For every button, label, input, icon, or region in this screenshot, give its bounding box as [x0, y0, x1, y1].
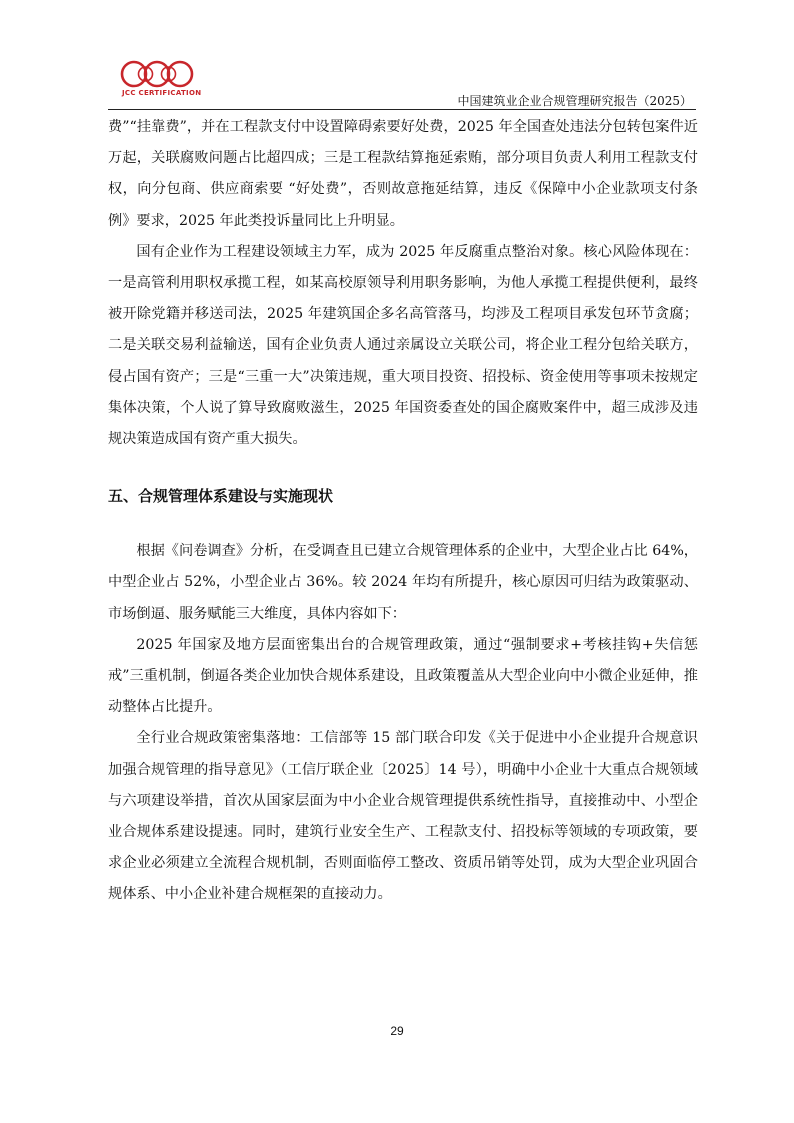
page-number: 29 [390, 1024, 404, 1038]
logo-caption: JCC CERTIFICATION [122, 89, 202, 97]
paragraph-continued: 费”“挂靠费”，并在工程款支付中设置障碍索要好处费，2025 年全国查处违法分包转包案件近万起，关联腐败问题占比超四成；三是工程款结算拖延索贿，部分项目负责人利用工程款支付权，向分包商、供应商索要 “好处费”，否则故意拖延结算，违反《保障中小企业款项支付条例》要求，2025 年此类投诉量同比上升明显。 [108, 119, 698, 229]
section-heading: 五、合规管理体系建设与实施现状 [108, 487, 334, 506]
jcc-logo-icon [120, 58, 194, 104]
page-header-title: 中国建筑业企业合规管理研究报告（2025） [457, 94, 692, 108]
document-body [108, 112, 698, 911]
paragraph: 全行业合规政策密集落地：工信部等 15 部门联合印发《关于促进中小企业提升合规意识加强合规管理的指导意见》（工信厅联企业〔2025〕14 号），明确中小企业十大重点合规领域与六项建设举措，首次从国家层面为中小企业合规管理提供系统性指导，直接推动中、小型企业合规体系建设提速。同时，建筑行业安全生产、工程款支付、招投标等领域的专项政策，要求企业必须建立全流程合规机制，否则面临停工整改、资质吊销等处罚，成为大型企业巩固合规体系、中小企业补建合规框架的直接动力。 [108, 730, 698, 903]
paragraph: 国有企业作为工程建设领域主力军，成为 2025 年反腐重点整治对象。核心风险体现在：一是高管利用职权承揽工程，如某高校原领导利用职务影响，为他人承揽工程提供便利，最终被开除党籍并移送司法，2025 年建筑国企多名高管落马，均涉及工程项目承发包环节贪腐；二是关联交易利益输送，国有企业负责人通过亲属设立关联公司，将企业工程分包给关联方，侵占国有资产；三是“三重一大”决策违规，重大项目投资、招投标、资金使用等事项未按规定集体决策，个人说了算导致腐败滋生，2025 年国资委查处的国企腐败案件中，超三成涉及违规决策造成国有资产重大损失。 [108, 243, 698, 448]
paragraph: 2025 年国家及地方层面密集出台的合规管理政策，通过“强制要求+考核挂钩+失信惩戒”三重机制，倒逼各类企业加快合规体系建设，且政策覆盖从大型企业向中小微企业延伸，推动整体占比提升。 [108, 636, 698, 716]
header-divider [108, 109, 696, 110]
paragraph: 根据《问卷调查》分析，在受调查且已建立合规管理体系的企业中，大型企业占比 64%，中型企业占 52%，小型企业占 36%。较 2024 年均有所提升，核心原因可归结为政策驱动、市场倒逼、服务赋能三大维度，具体内容如下： [108, 543, 698, 622]
